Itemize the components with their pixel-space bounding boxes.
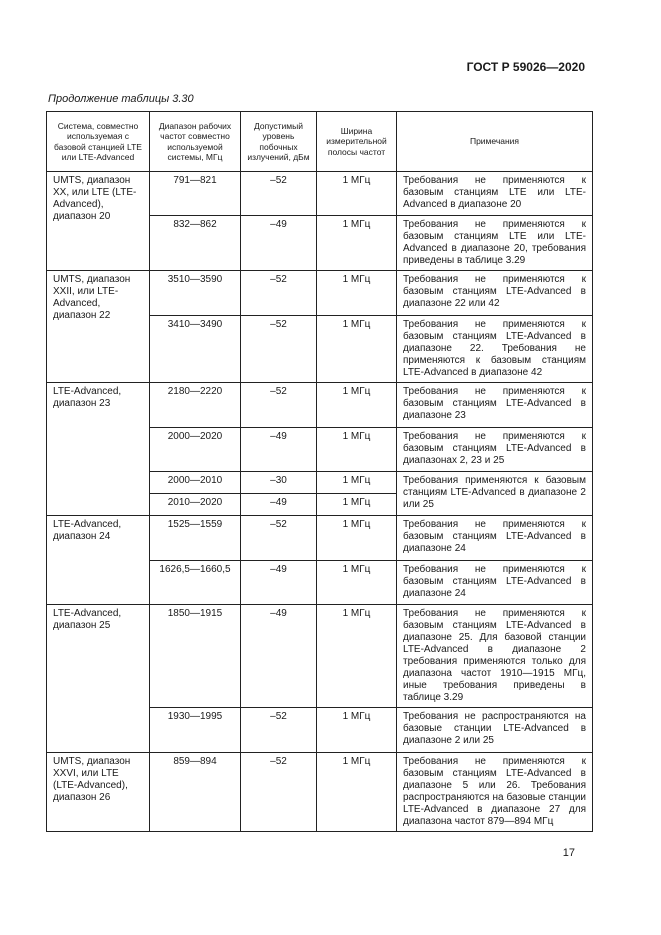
range-cell: 2010—2020 xyxy=(150,494,241,516)
note-cell: Требования не применяются к базовым станциям LTE-Advanced в диапазоне 24 xyxy=(397,561,593,605)
note-cell: Требования не применяются к базовым станциям LTE-Advanced в диапазоне 22. Требования не применяются к базовым станциям LTE-Advanced в диапазоне 42 xyxy=(397,316,593,383)
level-cell: –52 xyxy=(241,271,317,316)
note-cell: Требования не применяются к базовым станциям LTE или LTE-Advanced в диапазоне 20, требования приведены в таблице 3.29 xyxy=(397,216,593,271)
level-cell: –52 xyxy=(241,708,317,753)
range-cell: 3510—3590 xyxy=(150,271,241,316)
bandwidth-cell: 1 МГц xyxy=(317,605,397,708)
range-cell: 859—894 xyxy=(150,753,241,832)
range-cell: 1850—1915 xyxy=(150,605,241,708)
note-cell: Требования не применяются к базовым станциям LTE-Advanced в диапазоне 23 xyxy=(397,383,593,428)
bandwidth-cell: 1 МГц xyxy=(317,216,397,271)
bandwidth-cell: 1 МГц xyxy=(317,753,397,832)
system-cell: UMTS, диапазон XXVI, или LTE (LTE-Advanced), диапазон 26 xyxy=(47,753,150,832)
table-row xyxy=(47,172,593,216)
bandwidth-cell: 1 МГц xyxy=(317,383,397,428)
note-cell: Требования применяются к базовым станциям LTE-Advanced в диапазоне 2 или 25 xyxy=(397,472,593,516)
table-row xyxy=(47,271,593,316)
bandwidth-cell: 1 МГц xyxy=(317,561,397,605)
table-row xyxy=(47,383,593,428)
system-cell: LTE-Advanced, диапазон 24 xyxy=(47,516,150,605)
header-notes: Примечания xyxy=(397,112,593,172)
bandwidth-cell: 1 МГц xyxy=(317,316,397,383)
system-cell: LTE-Advanced, диапазон 23 xyxy=(47,383,150,516)
note-cell: Требования не применяются к базовым станциям LTE-Advanced в диапазоне 5 или 26. Требования распространяются на базовые станции LTE-Advanced в диапазоне 27 для диапазона частот 879—894 МГц xyxy=(397,753,593,832)
range-cell: 1626,5—1660,5 xyxy=(150,561,241,605)
bandwidth-cell: 1 МГц xyxy=(317,516,397,561)
range-cell: 2000—2020 xyxy=(150,428,241,472)
header-bandwidth: Ширина измерительной полосы частот xyxy=(317,112,397,172)
range-cell: 3410—3490 xyxy=(150,316,241,383)
bandwidth-cell: 1 МГц xyxy=(317,428,397,472)
note-cell: Требования не применяются к базовым станциям LTE-Advanced в диапазоне 22 или 42 xyxy=(397,271,593,316)
level-cell: –49 xyxy=(241,428,317,472)
bandwidth-cell: 1 МГц xyxy=(317,708,397,753)
note-cell: Требования не распространяются на базовые станции LTE-Advanced в диапазоне 2 или 25 xyxy=(397,708,593,753)
table-header-row xyxy=(47,112,593,172)
document-code: ГОСТ Р 59026—2020 xyxy=(466,60,585,74)
note-cell: Требования не применяются к базовым станциям LTE-Advanced в диапазонах 2, 23 и 25 xyxy=(397,428,593,472)
system-cell: UMTS, диапазон XXII, или LTE-Advanced, диапазон 22 xyxy=(47,271,150,383)
header-system: Система, совместно используемая с базовой станцией LTE или LTE-Advanced xyxy=(47,112,150,172)
bandwidth-cell: 1 МГц xyxy=(317,271,397,316)
range-cell: 2000—2010 xyxy=(150,472,241,494)
range-cell: 1525—1559 xyxy=(150,516,241,561)
level-cell: –52 xyxy=(241,383,317,428)
table-caption: Продолжение таблицы 3.30 xyxy=(48,93,194,105)
bandwidth-cell: 1 МГц xyxy=(317,472,397,494)
range-cell: 2180—2220 xyxy=(150,383,241,428)
spurious-emissions-table xyxy=(46,111,593,832)
note-cell: Требования не применяются к базовым станциям LTE-Advanced в диапазоне 25. Для базовой станции LTE-Advanced в диапазоне 2 требования применяются только для диапазона частот 1910—1915 МГц, иные требования приведены в таблице 3.29 xyxy=(397,605,593,708)
level-cell: –49 xyxy=(241,216,317,271)
system-cell: UMTS, диапазон XX, или LTE (LTE-Advanced), диапазон 20 xyxy=(47,172,150,271)
page-number: 17 xyxy=(562,847,575,859)
level-cell: –52 xyxy=(241,172,317,216)
header-emission-level: Допустимый уровень побочных излучений, дБм xyxy=(241,112,317,172)
range-cell: 1930—1995 xyxy=(150,708,241,753)
table-row xyxy=(47,605,593,708)
table-row xyxy=(47,753,593,832)
bandwidth-cell: 1 МГц xyxy=(317,172,397,216)
header-frequency-range: Диапазон рабочих частот совместно используемой системы, МГц xyxy=(150,112,241,172)
note-cell: Требования не применяются к базовым станциям LTE или LTE-Advanced в диапазоне 20 xyxy=(397,172,593,216)
level-cell: –49 xyxy=(241,494,317,516)
note-cell: Требования не применяются к базовым станциям LTE-Advanced в диапазоне 24 xyxy=(397,516,593,561)
level-cell: –49 xyxy=(241,561,317,605)
range-cell: 791—821 xyxy=(150,172,241,216)
level-cell: –30 xyxy=(241,472,317,494)
system-cell: LTE-Advanced, диапазон 25 xyxy=(47,605,150,753)
range-cell: 832—862 xyxy=(150,216,241,271)
bandwidth-cell: 1 МГц xyxy=(317,494,397,516)
level-cell: –52 xyxy=(241,316,317,383)
level-cell: –52 xyxy=(241,516,317,561)
table-row xyxy=(47,516,593,561)
level-cell: –49 xyxy=(241,605,317,708)
level-cell: –52 xyxy=(241,753,317,832)
